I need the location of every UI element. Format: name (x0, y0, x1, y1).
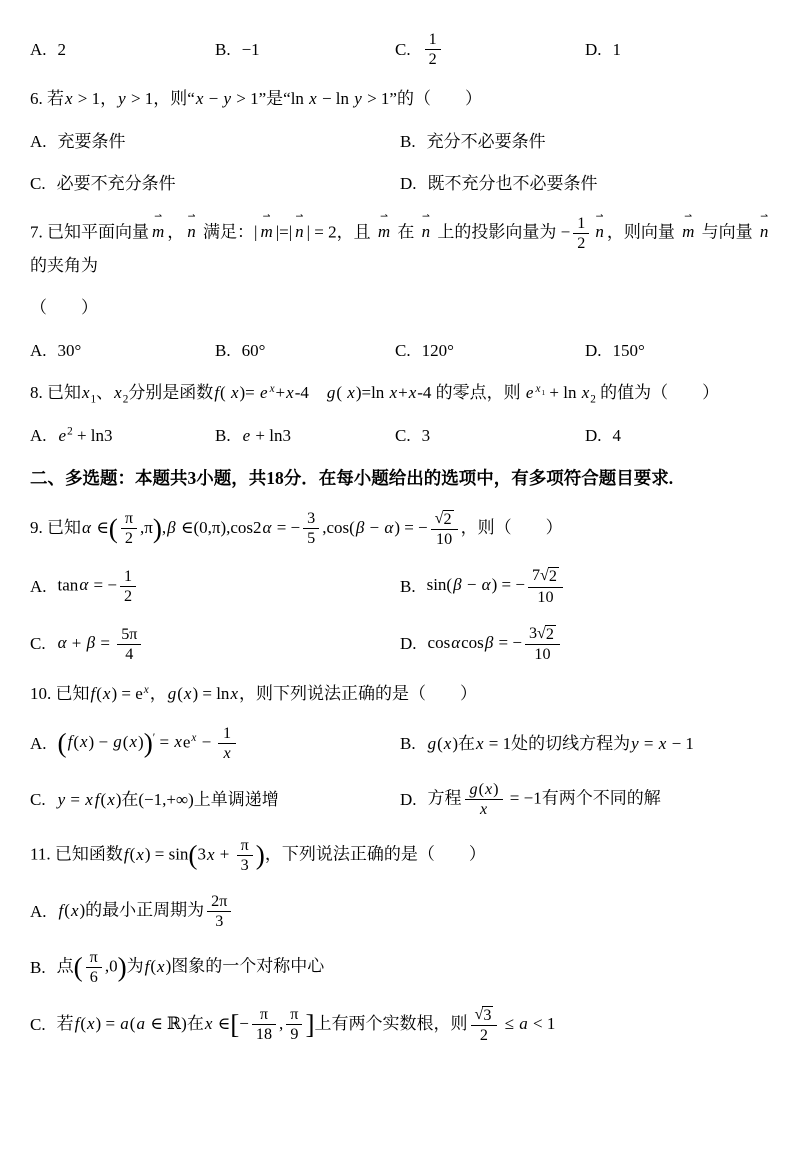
math-variable: x (102, 684, 111, 704)
math-variable: e (58, 425, 67, 445)
option-label: D. (400, 789, 417, 809)
math-variable: β (86, 633, 96, 652)
math-variable: x (443, 733, 452, 753)
option-content: cosαcosβ = − 3 √ 2 10 (428, 624, 563, 665)
math-variable: α (262, 517, 272, 537)
math-variable: y (57, 789, 66, 809)
math-variable: g (427, 733, 437, 753)
question-11-stem: 11. 已知函数f(x) = sin(3x + $\frac{\pi}{3}$ )，下列说法正确的是（ ） (30, 837, 486, 875)
square-root: √ 2 (537, 624, 554, 643)
question-7-options-choice-d (585, 338, 772, 364)
vector-arrow-icon: ⇀ (595, 211, 604, 223)
fraction: $\frac{g(x)}{x}$ (465, 780, 503, 819)
superscript: 2 (67, 425, 73, 438)
prev-question-options-choice-c (395, 30, 585, 69)
option-content: tanα = − $\frac{1}{2}$ (58, 567, 139, 606)
question-11-option-a-choice-a (30, 892, 772, 931)
option-content: g(x)在x = 1处的切线方程为y = x − 1 (427, 733, 694, 753)
option-label: A. (30, 131, 47, 151)
vector-symbol: ⇀ n (595, 211, 604, 242)
option-content: 既不充分也不必要条件 (427, 174, 598, 194)
math-variable: x (195, 89, 204, 109)
math-variable: f (214, 383, 220, 403)
option-label: B. (400, 733, 416, 753)
math-variable: x (230, 684, 238, 704)
question-9-options-row-1 (30, 566, 772, 607)
question-9-options-row-1-choice-b (400, 566, 772, 607)
vector-symbol: ⇀ m (152, 211, 165, 242)
math-variable: f (144, 956, 150, 976)
question-8-options-choice-d (585, 423, 772, 449)
math-variable: x (581, 383, 590, 403)
question-8-options-choice-c (395, 423, 585, 449)
math-variable: x (143, 683, 149, 696)
option-label: C. (30, 1015, 46, 1035)
math-variable: x (183, 684, 192, 704)
fraction: $\frac{5\pi}{4}$ (117, 625, 141, 664)
math-variable: f (94, 789, 100, 809)
option-content: −1 (241, 39, 260, 59)
option-label: D. (585, 340, 602, 360)
option-label: B. (400, 131, 416, 151)
fraction: $\frac{1}{2}$ (573, 214, 589, 253)
fraction: $\frac{1}{2}$ (425, 30, 441, 69)
math-variable: β (453, 575, 462, 595)
fraction: √ 3 2 (471, 1005, 498, 1046)
math-variable: f (90, 684, 96, 704)
question-9-options-row-2 (30, 624, 772, 665)
question-10-options-row-2-choice-d (400, 780, 772, 819)
subscript: 2 (122, 393, 129, 406)
fraction: $\frac{\pi}{18}$ (252, 1005, 276, 1044)
square-root: √ 3 (474, 1005, 492, 1024)
option-content: 4 (612, 425, 622, 445)
option-content: 120° (421, 340, 454, 360)
math-variable: x (85, 789, 93, 809)
option-label: C. (30, 634, 46, 654)
question-7-stem: 7. 已知平面向量 ⇀ m ， ⇀ n 满足：| ⇀ m |=| ⇀ n | = 2，且 ⇀ m 在 ⇀ n 上的投影向量为 − $\frac{1}{2}$ ⇀ n ，则向量 ⇀ m 与向量 ⇀ n 的夹角为 (30, 211, 769, 275)
question-7-stem-parens: （ ） (30, 298, 98, 318)
math-variable: x (347, 383, 355, 403)
option-label: B. (30, 958, 46, 978)
math-variable: x (129, 732, 138, 752)
option-content: 必要不充分条件 (56, 174, 176, 194)
math-variable: g (469, 781, 478, 799)
question-11-option-c (30, 1005, 772, 1046)
math-variable: x (65, 89, 73, 109)
fraction: $\frac{1}{x}$ (218, 724, 235, 763)
math-variable: e (525, 383, 534, 403)
superscript (534, 383, 545, 395)
question-8-options (30, 423, 772, 449)
fraction: $\frac{\pi}{6}$ (86, 948, 102, 987)
math-variable: x (82, 383, 90, 403)
question-11-option-b-choice-b (30, 948, 772, 987)
math-variable: x (174, 732, 182, 752)
big-bracket: ] (305, 1009, 315, 1040)
option-label: D. (585, 39, 602, 59)
option-content: $(f(x) - g(x))' = xe^x$ − $\frac{1}{x}$ (58, 724, 239, 763)
math-variable: x (269, 382, 275, 395)
option-content: 60° (241, 340, 266, 360)
option-label: A. (30, 733, 47, 753)
vector-symbol: ⇀ m (377, 211, 391, 242)
big-bracket: ( (188, 840, 198, 871)
math-variable: x (157, 956, 165, 976)
question-10-options-row-1-choice-a (30, 724, 400, 763)
question-6-stem: 6. 若x > 1，y > 1，则“x − y > 1”是“ln x − ln y > 1”的（ ） (30, 89, 482, 109)
math-variable: x (535, 382, 541, 395)
math-variable: α (82, 517, 91, 537)
big-bracket: [ (230, 1009, 240, 1040)
superscript (190, 732, 197, 744)
question-9-options-row-2-choice-c (30, 625, 400, 664)
option-label: B. (215, 340, 231, 360)
fraction: 3 √ 2 10 (525, 624, 560, 665)
vector-arrow-icon: ⇀ (760, 211, 769, 223)
math-variable: x (230, 383, 239, 403)
math-variable: x (475, 733, 484, 753)
option-label: B. (400, 576, 416, 596)
math-variable: x (70, 900, 79, 920)
math-variable: x (114, 383, 122, 403)
math-variable: f (58, 900, 64, 920)
question-11-option-a (30, 892, 772, 931)
option-content: α + β = $\frac{5\pi}{4}$ (57, 625, 145, 664)
option-label: D. (400, 174, 417, 194)
math-variable: β (167, 517, 176, 537)
question-10-options-row-2-choice-c (30, 787, 400, 813)
math-variable: f (67, 732, 73, 752)
math-variable: a (519, 1013, 528, 1033)
math-variable: x (136, 844, 144, 864)
math-variable: α (481, 575, 491, 595)
option-label: C. (395, 39, 411, 59)
question-9-options-row-1-choice-a (30, 567, 400, 606)
option-content: 点( $\frac{\pi}{6}$ ,0)为f(x)图象的一个对称中心 (56, 949, 325, 987)
fraction: 7 √ 2 10 (528, 566, 563, 607)
question-11-option-c-choice-c (30, 1005, 772, 1046)
vector-symbol: ⇀ n (187, 211, 196, 242)
vector-symbol: ⇀ n (295, 211, 304, 242)
vector-symbol: ⇀ n (421, 211, 431, 242)
question-7-options (30, 338, 772, 364)
big-bracket: ( (108, 513, 118, 544)
fraction: $\frac{\pi}{9}$ (286, 1005, 302, 1044)
vector-arrow-icon: ⇀ (421, 211, 430, 223)
subscript: 2 (590, 393, 596, 406)
math-variable: a (136, 1013, 145, 1033)
option-label: A. (30, 425, 47, 445)
fraction: $\frac{\pi}{3}$ (237, 836, 253, 875)
option-label: D. (585, 425, 602, 445)
option-content: 150° (612, 340, 645, 360)
option-label: A. (30, 902, 47, 922)
fraction: $\frac{\pi}{2}$ (121, 509, 137, 548)
option-label: A. (30, 576, 47, 596)
math-variable: x (107, 789, 115, 809)
math-variable: g (113, 732, 122, 752)
math-variable: x (309, 89, 317, 109)
option-label: C. (395, 340, 411, 360)
math-variable: e (260, 383, 268, 403)
fraction: √ 2 10 (431, 509, 458, 550)
math-variable: x (191, 731, 197, 744)
prev-question-options (30, 30, 772, 69)
subscript: 1 (541, 387, 546, 397)
fraction: $\frac{1}{2}$ (120, 567, 136, 606)
option-content: 若f(x) = a(a ∈ ℝ)在x ∈[− $\frac{\pi}{18}$ , $\frac{\pi}{9}$ ]上有两个实数根，则 √ 3 2 ≤ a < 1 (56, 1005, 556, 1045)
vector-arrow-icon: ⇀ (262, 211, 271, 223)
question-10-options-row-2 (30, 780, 772, 819)
big-bracket: ) (117, 952, 127, 983)
question-10-stem: 10. 已知$f(x) = e^x$，g(x) = lnx，则下列说法正确的是（ ） (30, 683, 477, 704)
option-label: C. (30, 789, 46, 809)
question-6-options-row-2-choice-c (30, 171, 400, 197)
vector-arrow-icon: ⇀ (380, 211, 388, 223)
option-content: 充分不必要条件 (426, 131, 546, 151)
math-variable: g (326, 383, 336, 403)
option-content: 3 (421, 425, 431, 445)
option-content: 30° (57, 340, 82, 360)
math-variable: α (384, 517, 394, 537)
math-variable: y (223, 89, 232, 109)
option-content: sin(β − α) = − 7 √ 2 10 (427, 566, 566, 607)
question-6-options-row-1-choice-b (400, 129, 772, 155)
question-11-option-b (30, 948, 772, 987)
math-variable: y (354, 89, 362, 109)
math-variable: x (204, 1013, 213, 1033)
math-variable: f (123, 844, 129, 864)
prev-question-options-choice-d (585, 37, 772, 63)
option-content: e + ln3 (242, 425, 291, 445)
option-label: D. (400, 634, 417, 654)
math-variable: x (206, 844, 215, 864)
math-variable: β (484, 633, 494, 652)
question-9-options-row-2-choice-d (400, 624, 772, 665)
square-root: √ 2 (434, 509, 452, 528)
question-8-stem: 8. 已知$x_1$、$x_2$分别是函数f( x)= e $^x$+x-4 g( x)=ln x+x-4 的零点，则 e $^{x_1} + \ln x_2$ 的值为（ ） (30, 382, 720, 406)
vector-arrow-icon: ⇀ (154, 211, 163, 223)
square-root: √ 2 (540, 567, 557, 586)
option-label: A. (30, 340, 47, 360)
question-8-options-choice-a (30, 423, 215, 449)
question-6-options-row-1 (30, 129, 772, 155)
math-variable: x (286, 383, 294, 403)
vector-arrow-icon: ⇀ (295, 211, 304, 223)
math-variable: e (242, 425, 251, 445)
fraction: $\frac{3}{5}$ (303, 509, 319, 548)
option-content: 充要条件 (57, 131, 126, 151)
option-content (422, 30, 444, 69)
vector-symbol: ⇀ n (759, 211, 769, 242)
math-variable: x (408, 383, 417, 403)
math-variable: x (80, 732, 88, 752)
option-label: C. (30, 174, 46, 194)
math-variable: y (118, 89, 126, 109)
big-bracket: ) (152, 513, 162, 544)
math-variable: y (631, 733, 639, 753)
math-variable: x (658, 733, 667, 753)
question-6-options-row-2-choice-d (400, 171, 772, 197)
math-variable: x (479, 801, 488, 819)
option-content: 1 (612, 39, 622, 59)
big-bracket: ) (255, 840, 265, 871)
vector-arrow-icon: ⇀ (187, 211, 196, 223)
question-7-options-choice-a (30, 338, 215, 364)
math-variable: f (74, 1013, 80, 1033)
option-label: B. (215, 39, 231, 59)
question-10-options-row-1-choice-b (400, 731, 772, 757)
section-2-header: 二、多选题：本题共3小题，共18分．在每小题给出的选项中，有多项符合题目要求. (30, 468, 674, 489)
option-content: f(x)的最小正周期为 $\frac{2\pi}{3}$ (58, 892, 235, 931)
question-6-options-row-1-choice-a (30, 129, 400, 155)
math-variable: a (120, 1013, 129, 1033)
option-content: y = x f(x)在(−1,+∞)上单调递增 (57, 789, 279, 809)
question-7-options-choice-b (215, 338, 395, 364)
big-bracket: ( (57, 727, 67, 758)
math-variable: x (223, 744, 231, 762)
question-8-options-choice-b (215, 423, 395, 449)
prev-question-options-choice-b (215, 37, 395, 63)
option-label: B. (215, 425, 231, 445)
math-variable: α (451, 633, 461, 652)
math-variable: β (355, 517, 365, 537)
option-content: 方程 $\frac{g(x)}{x}$ = −1有两个不同的解 (427, 781, 661, 819)
subscript: 1 (90, 393, 97, 406)
math-variable: x (484, 781, 493, 799)
question-10-options-row-1 (30, 724, 772, 763)
superscript: ′ (152, 731, 156, 744)
option-label: A. (30, 39, 47, 59)
question-7-options-choice-c (395, 338, 585, 364)
question-6-options-row-2 (30, 171, 772, 197)
prev-question-options-choice-a (30, 37, 215, 63)
big-bracket: ( (73, 952, 83, 983)
math-variable: α (57, 633, 67, 652)
math-variable: x (87, 1013, 95, 1033)
fraction: $\frac{2\pi}{3}$ (207, 892, 231, 931)
big-bracket: ) (143, 727, 153, 758)
vector-symbol: ⇀ m (682, 211, 695, 242)
option-content: $e^2 + \ln 3$ (58, 425, 113, 445)
superscript (143, 684, 150, 696)
superscript (269, 383, 276, 395)
vector-arrow-icon: ⇀ (684, 211, 693, 223)
option-content: 2 (57, 39, 67, 59)
math-variable: x (389, 383, 398, 403)
math-variable: g (167, 684, 177, 704)
math-variable: α (79, 575, 89, 595)
option-label: C. (395, 425, 411, 445)
question-9-stem: 9. 已知α ∈( $\frac{\pi}{2}$ ,π),β ∈(0,π),cos2α = − $\frac{3}{5}$ ,cos(β − α) = − √ 2 10 ，则（ ） (30, 509, 563, 549)
vector-symbol: ⇀ m (260, 211, 273, 242)
